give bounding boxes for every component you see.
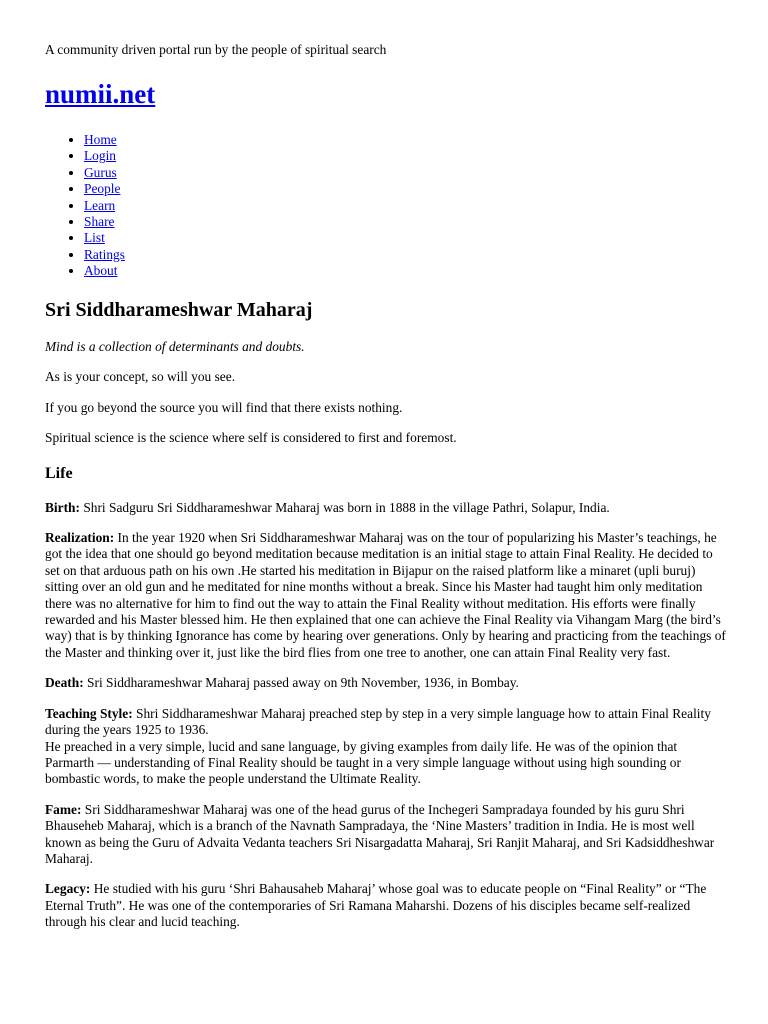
bio-text: In the year 1920 when Sri Siddharameshwar Maharaj was on the tour of popularizing his Master’s teachings, he got the idea that one should go beyond meditation because meditation is an initial stage to attain Final Reality. He decided to set on that arduous path on his own .He started his meditation in Bijapur on the raised platform like a minaret (upli buruj) sitting over an old gun and he meditated for nine months without a break. Since his Master had taught him only meditation there was no alternative for him to find out the way to attain the Final Reality without meditation. His efforts were finally rewarded and his Master blessed him. He then explained that one can achieve the Final Reality via Vihangam Marg (the bird’s way) that is by thinking Ignorance has come by hearing over generations. Only by hearing and practicing from the teachings of the Master and thinking over it, just like the bird flies from one tree to another, one can attain Final Reality very fast. — [45, 530, 726, 660]
bio-text: Shri Siddharameshwar Maharaj preached step by step in a very simple language how to attain Final Reality during the years 1925 to 1936. — [45, 705, 711, 738]
page-title: Sri Siddharameshwar Maharaj — [45, 299, 313, 321]
bio-text-continued: He preached in a very simple, lucid and sane language, by giving examples from daily life. He was of the opinion that Parmarth — understanding of Final Reality should be taught in a very simple language without using high sounding or bombastic words, to make the people understand the Ultimate Reality. — [45, 738, 681, 787]
article — [45, 297, 729, 931]
bio-teaching-style — [45, 706, 729, 788]
nav-link-people[interactable]: People — [84, 181, 121, 197]
bio-birth — [45, 500, 729, 516]
bio-label: Legacy: — [45, 881, 91, 897]
nav-item-learn — [84, 198, 125, 214]
nav-item-home — [84, 132, 125, 148]
bio-death — [45, 675, 729, 691]
quote-line: As is your concept, so will you see. — [45, 369, 236, 385]
nav-item-login — [84, 148, 125, 164]
nav-item-share — [84, 214, 125, 230]
bio-label: Death: — [45, 675, 84, 691]
bio-text: Shri Sadguru Sri Siddharameshwar Maharaj was born in 1888 in the village Pathri, Solapur, India. — [83, 499, 610, 515]
site-title-link[interactable]: numii.net — [45, 79, 156, 109]
nav-item-about — [84, 263, 125, 279]
bio-text: Sri Siddharameshwar Maharaj passed away on 9th November, 1936, in Bombay. — [87, 675, 519, 691]
main-nav — [45, 132, 125, 280]
nav-link-share[interactable]: Share — [84, 213, 115, 229]
site-tagline: A community driven portal run by the people of spiritual search — [45, 42, 387, 57]
nav-link-learn[interactable]: Learn — [84, 197, 116, 213]
quote-line: Spiritual science is the science where self is considered to first and foremost. — [45, 430, 457, 446]
nav-item-ratings — [84, 247, 125, 263]
quote-line: If you go beyond the source you will find that there exists nothing. — [45, 399, 403, 415]
section-heading-life: Life — [45, 464, 73, 482]
bio-realization — [45, 530, 729, 661]
nav-link-gurus[interactable]: Gurus — [84, 164, 117, 180]
nav-link-about[interactable]: About — [84, 263, 118, 279]
bio-label: Birth: — [45, 499, 80, 515]
quote-italic: Mind is a collection of determinants and doubts. — [45, 339, 305, 354]
nav-item-gurus — [84, 165, 125, 181]
bio-text: Sri Siddharameshwar Maharaj was one of the head gurus of the Inchegeri Sampradaya founded by his guru Shri Bhauseheb Maharaj, which is a branch of the Navnath Sampradaya, the ‘Nine Masters’ tradition in India. He is most well known as being the Guru of Advaita Vedanta teachers Sri Nisargadatta Maharaj, Sri Ranjit Maharaj, and Sri Kadsiddheshwar Maharaj. — [45, 801, 715, 866]
bio-label: Realization: — [45, 530, 115, 546]
bio-text: He studied with his guru ‘Shri Bahausaheb Maharaj’ whose goal was to educate people on “Final Reality” or “The Eternal Truth”. He was one of the contemporaries of Sri Ramana Maharshi. Dozens of his disciples became self-realized through his clear and lucid teaching. — [45, 881, 707, 930]
bio-label: Fame: — [45, 801, 82, 817]
site-title — [45, 78, 155, 110]
nav-item-people — [84, 181, 125, 197]
bio-fame — [45, 802, 729, 868]
bio-legacy — [45, 881, 729, 930]
nav-link-list[interactable]: List — [84, 230, 105, 246]
nav-item-list — [84, 230, 125, 246]
nav-link-login[interactable]: Login — [84, 148, 116, 164]
nav-link-ratings[interactable]: Ratings — [84, 246, 125, 262]
nav-link-home[interactable]: Home — [84, 132, 117, 147]
bio-label: Teaching Style: — [45, 705, 133, 721]
